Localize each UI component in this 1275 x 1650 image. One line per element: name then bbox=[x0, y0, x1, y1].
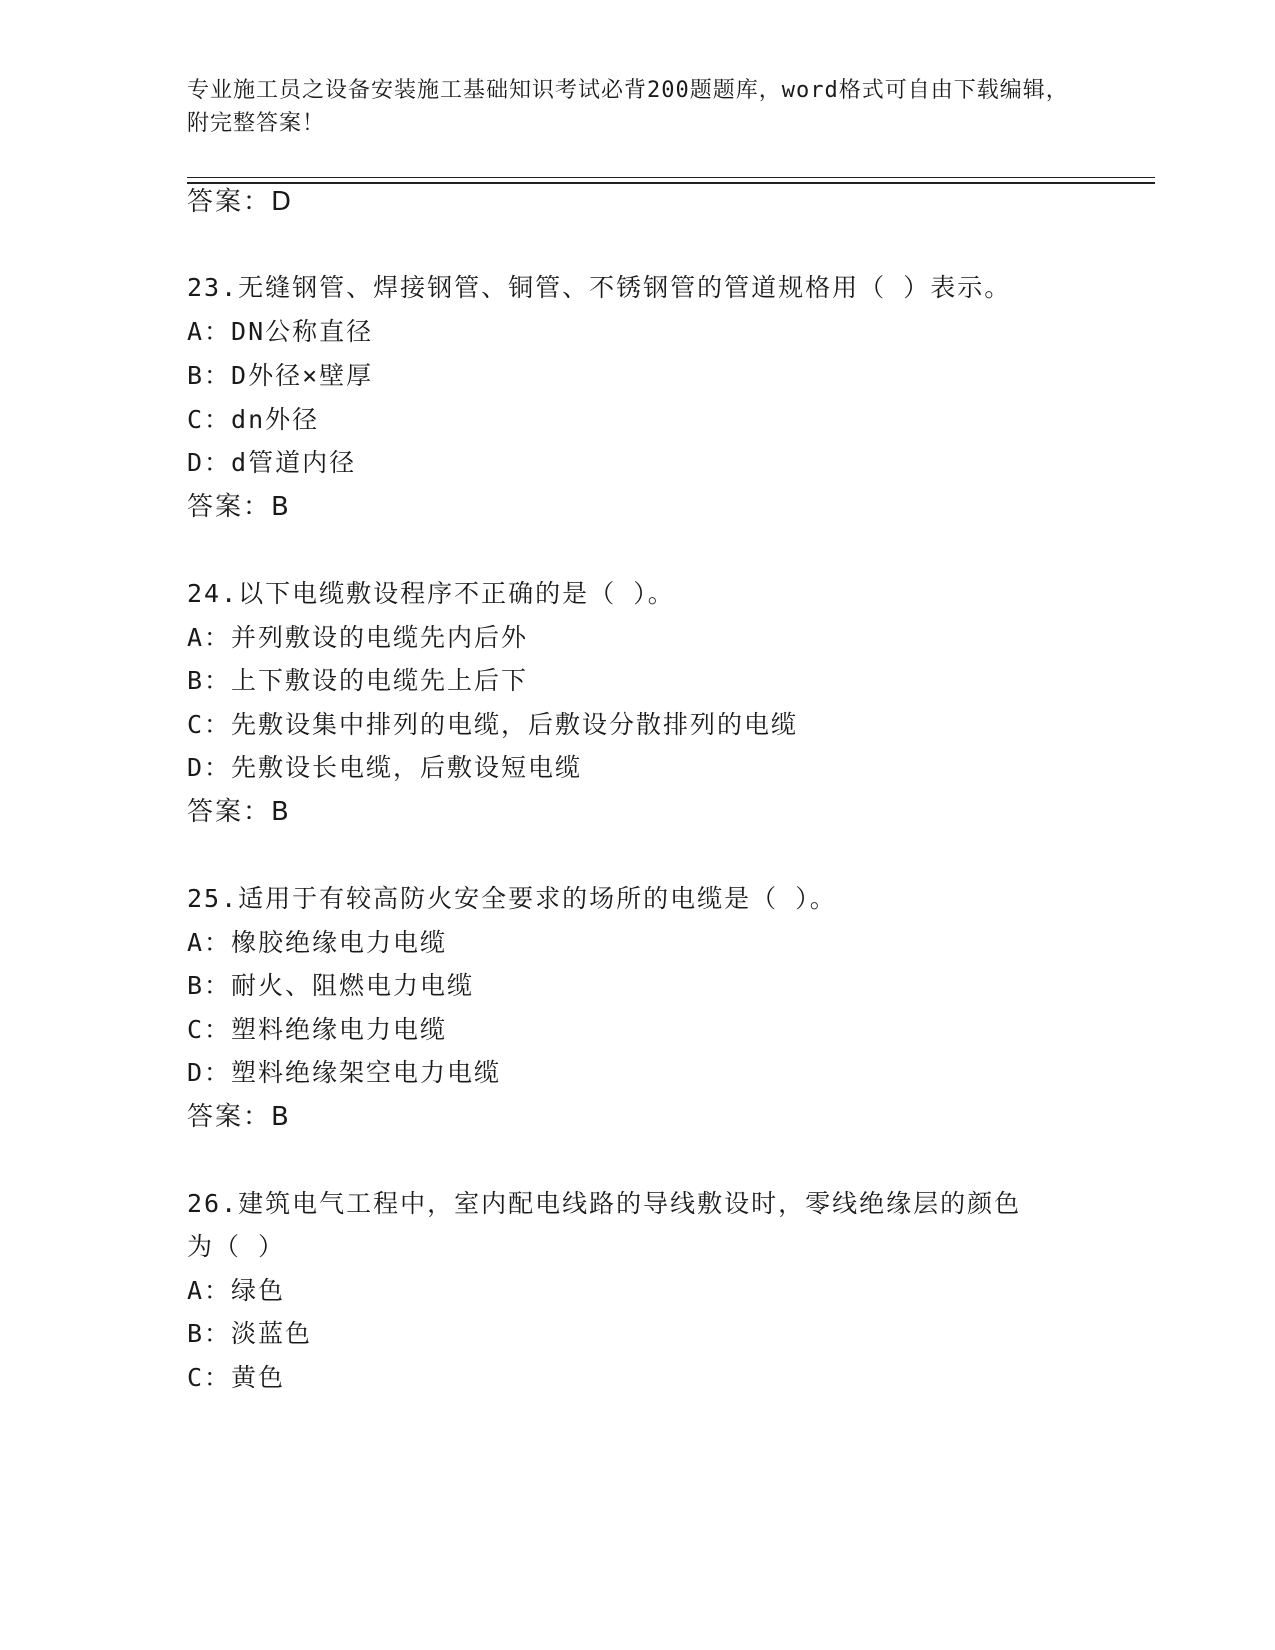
question-23-option-d: D：d管道内径 bbox=[187, 448, 357, 477]
question-26-option-c: C：黄色 bbox=[187, 1363, 286, 1392]
question-23-option-c: C：dn外径 bbox=[187, 405, 320, 434]
question-23-stem: 23.无缝钢管、焊接钢管、铜管、不锈钢管的管道规格用（ ）表示。 bbox=[187, 273, 1012, 302]
question-25-option-a: A：橡胶绝缘电力电缆 bbox=[187, 928, 448, 957]
question-24-option-c: C：先敷设集中排列的电缆，后敷设分散排列的电缆 bbox=[187, 710, 799, 739]
question-25-option-c: C：塑料绝缘电力电缆 bbox=[187, 1015, 448, 1044]
question-24-option-d: D：先敷设长电缆，后敷设短电缆 bbox=[187, 753, 583, 782]
question-24-answer: 答案：B bbox=[187, 797, 291, 827]
header-divider-thin bbox=[187, 177, 1155, 178]
question-26-option-b: B：淡蓝色 bbox=[187, 1319, 313, 1348]
question-24-stem: 24.以下电缆敷设程序不正确的是（ ）。 bbox=[187, 579, 675, 608]
question-26-stem: 26.建筑电气工程中，室内配电线路的导线敷设时，零线绝缘层的颜色 bbox=[187, 1189, 1022, 1218]
question-24-option-a: A：并列敷设的电缆先内后外 bbox=[187, 623, 529, 652]
question-23-answer: 答案：B bbox=[187, 492, 291, 522]
question-25-answer: 答案：B bbox=[187, 1102, 291, 1132]
question-25-option-d: D：塑料绝缘架空电力电缆 bbox=[187, 1058, 502, 1087]
question-23-option-b: B：D外径×壁厚 bbox=[187, 361, 374, 390]
question-23-option-a: A：DN公称直径 bbox=[187, 317, 374, 346]
question-25-stem: 25.适用于有较高防火安全要求的场所的电缆是（ ）。 bbox=[187, 884, 837, 913]
header-divider-thick bbox=[187, 182, 1155, 184]
question-26-option-a: A：绿色 bbox=[187, 1276, 286, 1305]
question-26-stem-continued: 为（ ） bbox=[187, 1232, 286, 1261]
answer-prev: 答案：D bbox=[187, 187, 294, 217]
document-header: 专业施工员之设备安装施工基础知识考试必背200题题库，word格式可自由下载编辑，附完整答案！ bbox=[187, 78, 1069, 136]
question-24-option-b: B：上下敷设的电缆先上后下 bbox=[187, 666, 529, 695]
question-25-option-b: B：耐火、阻燃电力电缆 bbox=[187, 971, 475, 1000]
